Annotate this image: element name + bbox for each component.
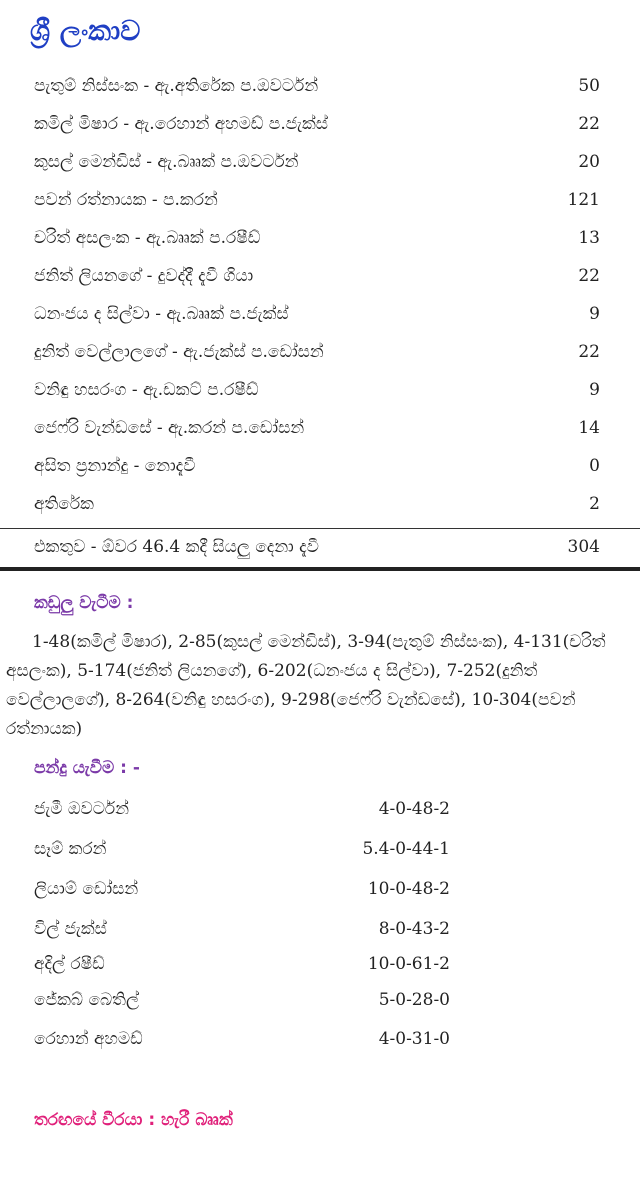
bowler-figures: 4-0-31-0 [378, 1029, 450, 1049]
bowler-name: අදිල් රෂීඩ් [34, 954, 105, 974]
batsman-runs: 22 [578, 114, 600, 134]
batsman-name: ජනිත් ලියනගේ - දුවද්දී දැවී ගියා [34, 266, 254, 286]
batting-row [34, 182, 600, 218]
batting-row [34, 296, 600, 332]
total-row [34, 529, 600, 565]
batsman-name: දුනිත් වෙල්ලාලගේ - ඇ.ජැක්ස් ප.ඩෝසන් [34, 342, 324, 362]
batsman-name: කුසල් මෙන්ඩිස් - ඇ.බෲක් ප.ඔවර්ටන් [34, 152, 299, 172]
batting-row [34, 144, 600, 180]
batting-row [34, 334, 600, 370]
batting-row [34, 372, 600, 408]
bowling-row [34, 792, 450, 826]
batsman-name: ධනංජය ද සිල්වා - ඇ.බෲක් ප.ජැක්ස් [34, 304, 289, 324]
batting-row [34, 410, 600, 446]
batsman-runs: 22 [578, 342, 600, 362]
batting-row [34, 448, 600, 484]
bowler-name: ජැමී ඔවර්ටන් [34, 799, 129, 819]
batsman-runs: 14 [578, 418, 600, 438]
batting-row [34, 258, 600, 294]
bowler-name: ලියාම් ඩෝසන් [34, 879, 139, 899]
bowler-figures: 5-0-28-0 [378, 990, 450, 1010]
bowling-row [34, 947, 450, 981]
bowling-heading: පන්දු යැවීම : - [34, 758, 140, 778]
batsman-name: පවන් රත්නායක - ප.කරන් [34, 190, 218, 210]
batsman-name: පැතුම් නිස්සංක - ඇ.අතිරේක ප.ඔවර්ටන් [34, 76, 319, 96]
batsman-runs: 121 [567, 190, 600, 210]
batsman-runs: 20 [578, 152, 600, 172]
player-of-match: තරඟයේ වීරයා : හැරී බෲක් [34, 1110, 233, 1130]
total-label: එකතුව - ඕවර 46.4 කදී සියලු දෙනා දැවී [34, 537, 319, 557]
bowler-figures: 5.4-0-44-1 [362, 839, 450, 859]
batsman-runs: 9 [589, 380, 600, 400]
batsman-name: අසිත ප්‍රනාන්දු - නොදැවී [34, 456, 196, 476]
batsman-name: කමිල් මිෂාර - ඇ.රෙහාන් අහමඩ් ප.ජැක්ස් [34, 114, 328, 134]
bowling-row [34, 872, 450, 906]
bowling-row [34, 983, 450, 1017]
fall-of-wickets-text: 1-48(කමිල් මිෂාර), 2-85(කුසල් මෙන්ඩිස්), 3-94(පැතුම් නිස්සංක), 4-131(චරිත් අසලංක), 5-174(ජනිත් ලියනගේ), 6-202(ධනංජය ද සිල්වා), 7-252(දුනිත් වෙල්ලාලගේ), 8-264(වනිඳු හසරංග), 9-298(ජෙෆ්රි වැන්ඩසේ), 10-304(පවන් රත්නායක) [6, 632, 606, 739]
bowler-name: සෑම් කරන් [34, 839, 107, 859]
batting-row [34, 220, 600, 256]
batsman-name: චරිත් අසලංක - ඇ.බෲක් ප.රෂීඩ් [34, 228, 261, 248]
bowler-name: විල් ජැක්ස් [34, 919, 107, 939]
batsman-runs: 0 [589, 456, 600, 476]
bowling-row [34, 1022, 450, 1056]
batsman-runs: 9 [589, 304, 600, 324]
bowler-figures: 4-0-48-2 [378, 799, 450, 819]
team-title: ශ්‍රී ලංකාව [30, 14, 141, 47]
batsman-runs: 13 [578, 228, 600, 248]
batsman-runs: 22 [578, 266, 600, 286]
bowler-figures: 8-0-43-2 [378, 919, 450, 939]
bowling-row [34, 832, 450, 866]
extras-runs: 2 [589, 494, 600, 514]
batsman-name: ජෙෆ්රි වැන්ඩසේ - ඇ.කරන් ප.ඩෝසන් [34, 418, 305, 438]
batting-row [34, 68, 600, 104]
batsman-name: වනිඳු හසරංග - ඇ.ඩකට් ප.රෂීඩ් [34, 380, 259, 400]
bowler-name: ජේකබ් බෙතිල් [34, 990, 139, 1010]
extras-row [34, 486, 600, 522]
total-runs: 304 [567, 537, 600, 557]
batsman-runs: 50 [578, 76, 600, 96]
total-bottom-rule [0, 567, 640, 571]
extras-label: අතිරේක [34, 494, 94, 514]
bowler-figures: 10-0-61-2 [367, 954, 450, 974]
bowler-name: රෙහාන් අහමඩ් [34, 1029, 143, 1049]
batting-row [34, 106, 600, 142]
bowling-row [34, 912, 450, 946]
fall-of-wickets-heading: කඩුලු වැටීම : [34, 593, 134, 613]
bowler-figures: 10-0-48-2 [367, 879, 450, 899]
